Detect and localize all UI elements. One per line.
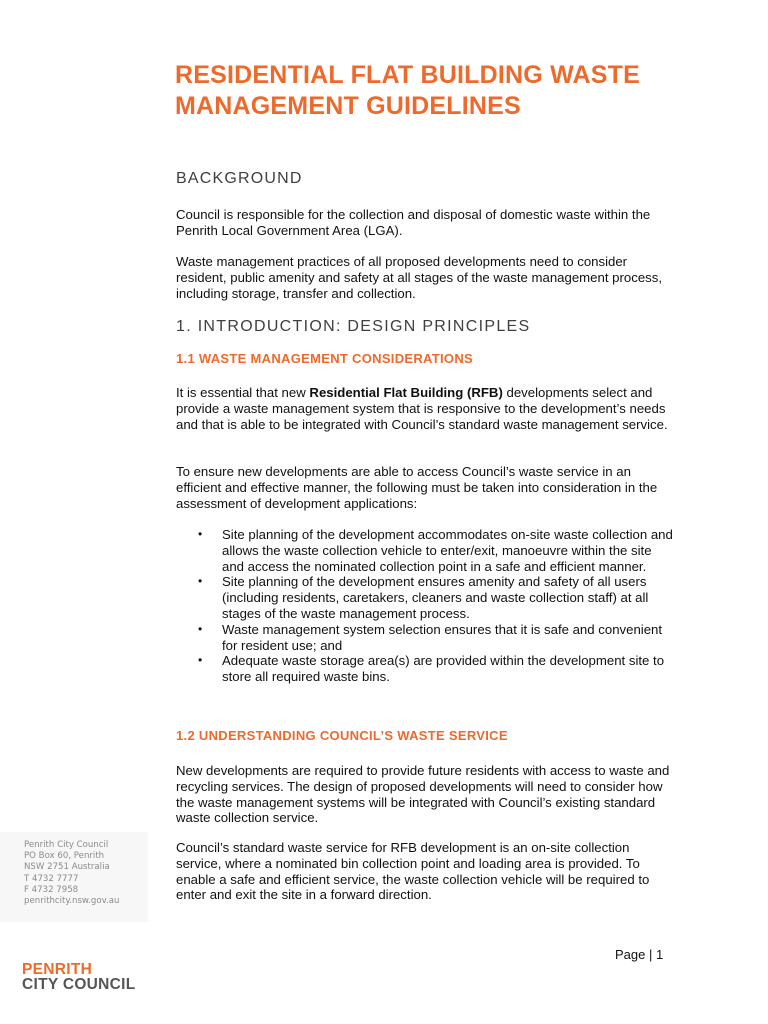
paragraph-text: It is essential that new [176, 385, 310, 400]
list-item [176, 527, 676, 574]
list-item-text: Waste management system selection ensures that it is safe and convenient for resident use; and [222, 621, 663, 653]
section-1-2-paragraph-1: New developments are required to provide future residents with access to waste and recycling services. The design of proposed developments will need to consider how the waste management systems will be integrated with Council’s existing standard waste collection service. [176, 763, 670, 826]
bullet-icon: • [198, 621, 203, 636]
website-line: penrithcity.nsw.gov.au [24, 896, 120, 907]
bullet-icon: • [198, 574, 203, 589]
section-1-2-paragraph-2: Council’s standard waste service for RFB development is an on-site collection service, where a nominated bin collection point and loading area is provided. To enable a safe and efficient service, the waste collection vehicle will be required to enter and exit the site in a forward direction. [176, 840, 650, 903]
list-item [176, 653, 676, 685]
background-paragraph-2: Waste management practices of all proposed developments need to consider resident, public amenity and safety at all stages of the waste management process, including storage, transfer and collection. [176, 254, 663, 301]
section-1-2-heading: 1.2 UNDERSTANDING COUNCIL’S WASTE SERVICE [176, 728, 508, 743]
document-title: RESIDENTIAL FLAT BUILDING WASTE MANAGEMENT GUIDELINES [175, 61, 640, 120]
address-line: Penrith City Council [24, 840, 109, 850]
considerations-list [176, 527, 676, 685]
section-1-1-paragraph-2: To ensure new developments are able to access Council’s waste service in an efficient and effective manner, the following must be taken into consideration in the assessment of development applications: [176, 464, 658, 511]
paragraph-bold-text: Residential Flat Building (RFB) [309, 385, 503, 400]
list-item [176, 622, 676, 654]
bullet-icon: • [198, 527, 203, 541]
list-item-text: Site planning of the development accommodates on-site waste collection and allows the waste collection vehicle to enter/exit, manoeuvre within the site and access the nominated collection point in a safe and efficient manner. [222, 527, 673, 574]
council-address [24, 840, 119, 907]
fax-line: F 4732 7958 [24, 884, 79, 895]
list-item [176, 574, 676, 621]
phone-line: T 4732 7777 [24, 873, 79, 884]
introduction-heading: 1. INTRODUCTION: DESIGN PRINCIPLES [176, 318, 531, 335]
background-heading: BACKGROUND [176, 170, 303, 187]
address-line: NSW 2751 Australia [24, 862, 110, 873]
list-item-text: Site planning of the development ensures amenity and safety of all users (including residents, caretakers, cleaners and waste collection staff) at all stages of the waste management process. [222, 574, 649, 621]
logo-line-1: PENRITH [22, 961, 93, 978]
logo-line-2: CITY COUNCIL [22, 976, 136, 993]
page-number: Page | 1 [615, 947, 664, 962]
list-item-text: Adequate waste storage area(s) are provided within the development site to store all required waste bins. [222, 653, 665, 685]
council-logo [22, 962, 136, 992]
bullet-icon: • [198, 653, 203, 668]
section-1-1-heading: 1.1 WASTE MANAGEMENT CONSIDERATIONS [176, 351, 474, 366]
paragraph-text: developments select and provide a waste management system that is responsive to the development’s needs and that is able to be integrated with Council’s standard waste management service. [176, 385, 668, 432]
address-line: PO Box 60, Penrith [24, 851, 105, 862]
section-1-1-paragraph-1 [176, 385, 676, 432]
background-paragraph-1: Council is responsible for the collection and disposal of domestic waste within the Penrith Local Government Area (LGA). [176, 207, 651, 238]
